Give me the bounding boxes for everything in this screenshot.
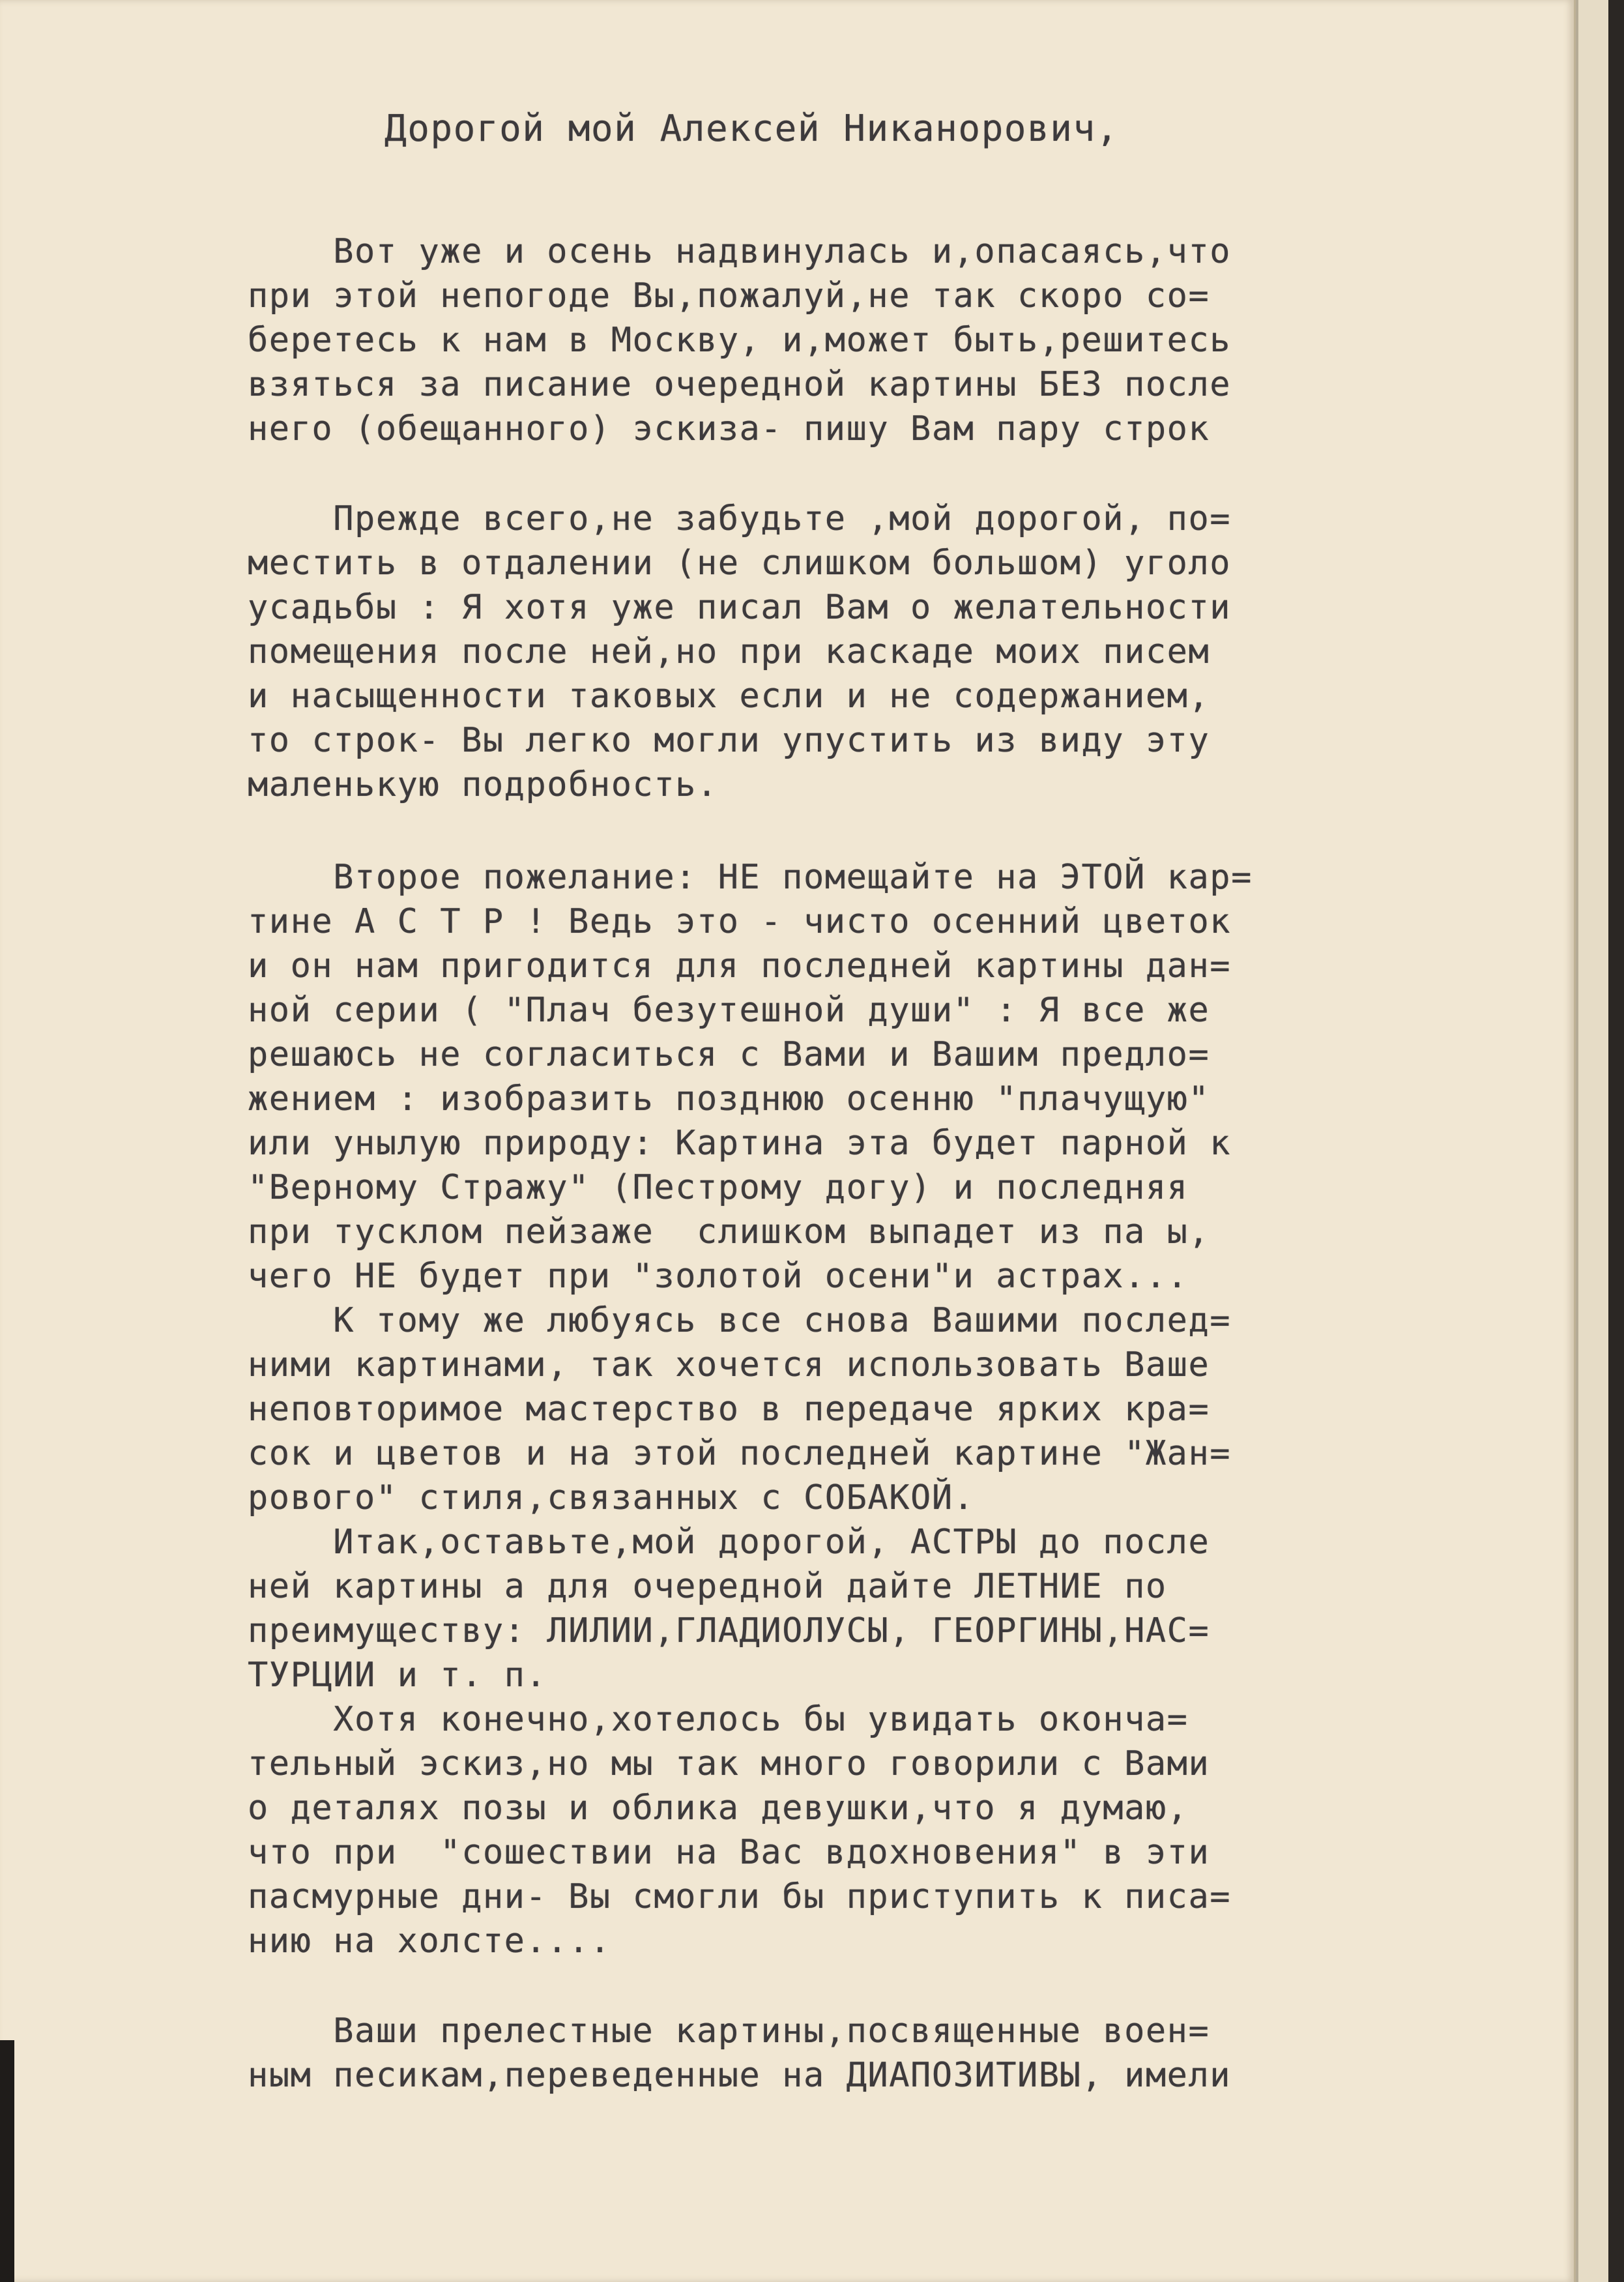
background-corner: [0, 2040, 14, 2282]
letter-line: ным песикам,переведенные на ДИАПОЗИТИВЫ, имели: [248, 2056, 1232, 2095]
letter-line: взяться за писание очередной картины БЕЗ после: [248, 365, 1232, 404]
letter-line: усадьбы : Я хотя уже писал Вам о желательности: [248, 588, 1232, 627]
letter-line: него (обещанного) эскиза- пишу Вам пару строк: [248, 409, 1210, 448]
letter-line: Ваши прелестные картины,посвященные воен=: [248, 2011, 1210, 2051]
letter-line: сок и цветов и на этой последней картине "Жан=: [248, 1434, 1232, 1473]
letter-line: ТУРЦИИ и т. п.: [248, 1656, 547, 1695]
letter-line: рового" стиля,связанных с СОБАКОЙ.: [248, 1478, 975, 1517]
letter-line: ними картинами, так хочется использовать Ваше: [248, 1345, 1210, 1384]
letter-line: преимуществу: ЛИЛИИ,ГЛАДИОЛУСЫ, ГЕОРГИНЫ,НАС=: [248, 1611, 1210, 1650]
letter-line: нию на холсте....: [248, 1922, 611, 1961]
letter-line: о деталях позы и облика девушки,что я думаю,: [248, 1789, 1189, 1828]
letter-line: и он нам пригодится для последней картины дан=: [248, 946, 1232, 986]
letter-salutation: Дорогой мой Алексей Никанорович,: [384, 108, 1119, 150]
letter-line: то строк- Вы легко могли упустить из виду эту: [248, 721, 1210, 760]
letter-line: тельный эскиз,но мы так много говорили с Вами: [248, 1744, 1210, 1783]
letter-line: тине А С Т Р ! Ведь это - чисто осенний цветок: [248, 902, 1232, 941]
letter-line: "Верному Стражу" (Пестрому догу) и последняя: [248, 1168, 1189, 1207]
letter-line: жением : изобразить позднюю осенню "плачущую": [248, 1079, 1210, 1119]
letter-line: Второе пожелание: НЕ помещайте на ЭТОЙ кар=: [248, 858, 1253, 897]
letter-line: при тусклом пейзаже слишком выпадет из па ы,: [248, 1212, 1210, 1251]
background-edge: [1608, 0, 1624, 2282]
letter-line: при этой непогоде Вы,пожалуй,не так скоро со=: [248, 276, 1210, 315]
letter-line: чего НЕ будет при "золотой осени"и астрах...: [248, 1257, 1189, 1296]
letter-line: пасмурные дни- Вы смогли бы приступить к писа=: [248, 1877, 1232, 1916]
letter-line: помещения после ней,но при каскаде моих писем: [248, 632, 1210, 671]
letter-line: неповторимое мастерство в передаче ярких кра=: [248, 1390, 1210, 1429]
letter-line: что при "сошествии на Вас вдохновения" в эти: [248, 1833, 1210, 1872]
letter-line: решаюсь не согласиться с Вами и Вашим предло=: [248, 1035, 1210, 1074]
letter-line: или унылую природу: Картина эта будет парной к: [248, 1124, 1232, 1163]
letter-line: местить в отдалении (не слишком большом) уголо: [248, 544, 1232, 583]
letter-line: ной серии ( "Плач безутешной души" : Я все же: [248, 991, 1210, 1030]
letter-line: Вот уже и осень надвинулась и,опасаясь,что: [248, 232, 1232, 271]
page-edge-shadow: [1576, 0, 1578, 2282]
letter-line: ней картины а для очередной дайте ЛЕТНИЕ по: [248, 1567, 1167, 1606]
letter-line: Итак,оставьте,мой дорогой, АСТРЫ до после: [248, 1523, 1210, 1562]
letter-line: беретесь к нам в Москву, и,может быть,решитесь: [248, 321, 1232, 360]
letter-line: маленькую подробность.: [248, 765, 718, 804]
letter-line: К тому же любуясь все снова Вашими послед=: [248, 1301, 1232, 1340]
letter-line: Хотя конечно,хотелось бы увидать оконча=: [248, 1700, 1189, 1739]
letter-line: и насыщенности таковых если и не содержанием,: [248, 677, 1210, 716]
letter-line: Прежде всего,не забудьте ,мой дорогой, по=: [248, 499, 1232, 538]
